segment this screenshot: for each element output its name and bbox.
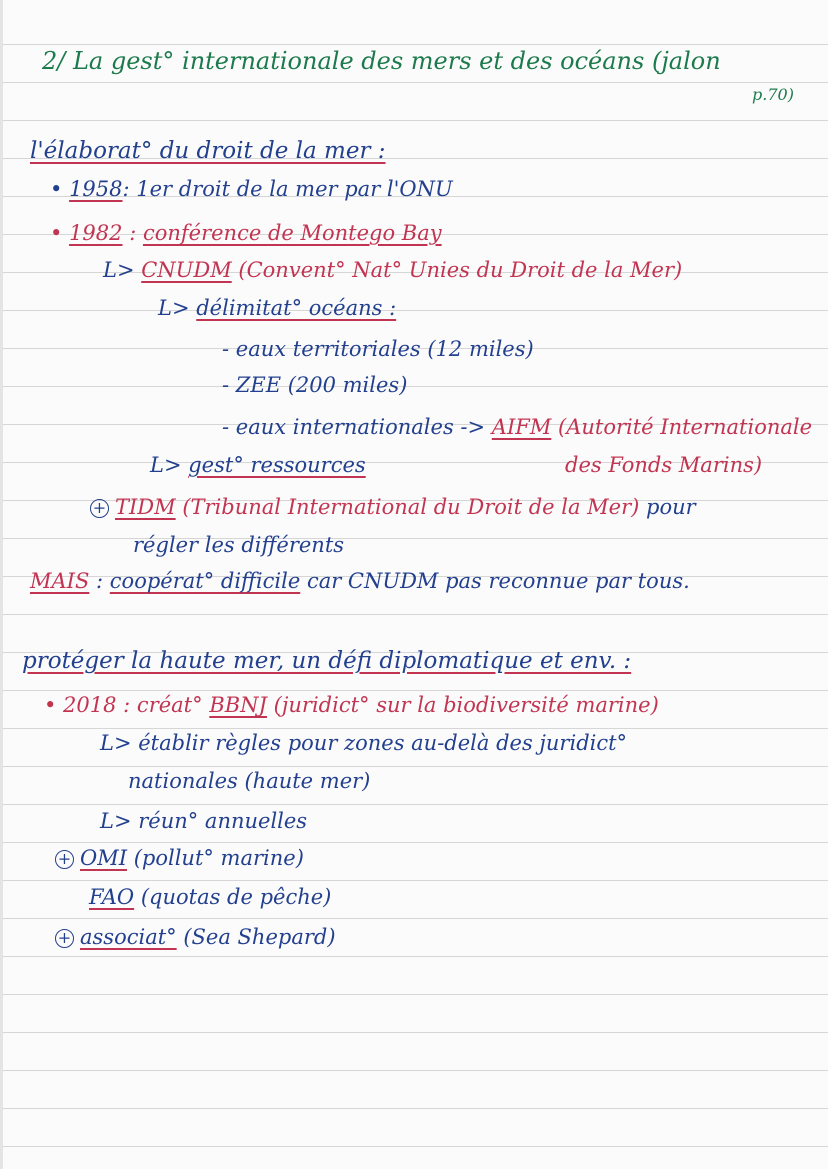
omi: OMI	[80, 846, 128, 870]
plus-circle-icon: +	[55, 929, 74, 948]
line-gest	[150, 452, 366, 478]
mais-label: MAIS	[30, 569, 90, 593]
cnudm-def: (Convent° Nat° Unies du Droit de la Mer)	[238, 258, 683, 282]
line-fao	[89, 884, 331, 910]
aifm: AIFM	[491, 415, 552, 439]
line-eaux-internationales	[222, 414, 812, 440]
eaux-int: - eaux internationales ->	[222, 415, 486, 439]
plus-circle-icon: +	[55, 850, 74, 869]
sep: :	[122, 221, 143, 245]
delimitation: délimitat° océans :	[196, 296, 397, 320]
tidm-def: (Tribunal International du Droit de la Mer)	[182, 495, 640, 519]
line-mais	[30, 568, 690, 594]
title-page-ref: p.70)	[752, 85, 794, 104]
bbnj-def: (juridict° sur la biodiversité marine)	[273, 693, 659, 717]
sea-shepard: (Sea Shepard)	[183, 925, 336, 949]
year-1958: 1958	[69, 177, 123, 201]
line-omi	[55, 845, 304, 871]
line-reunions	[100, 808, 307, 834]
fao: FAO	[89, 885, 135, 909]
line-2018	[44, 692, 659, 718]
line-eaux-territoriales: - eaux territoriales (12 miles)	[222, 337, 534, 361]
aifm-def1: (Autorité Internationale	[558, 415, 813, 439]
line-1982: • 1982 : conférence de Montego Bay	[50, 221, 442, 245]
line-1958-text: : 1er droit de la mer par l'ONU	[122, 177, 453, 201]
arrow-icon: L>	[158, 296, 190, 320]
line-associations	[55, 924, 336, 950]
line-cnudm	[103, 257, 682, 283]
line-tidm	[90, 494, 696, 520]
fao-def: (quotas de pêche)	[140, 885, 332, 909]
arrow-icon: L>	[100, 809, 132, 833]
plus-circle-icon: +	[90, 499, 109, 518]
line-etablir	[100, 730, 627, 756]
line-1958: • 1958: 1er droit de la mer par l'ONU	[50, 177, 453, 201]
section2-heading: protéger la haute mer, un défi diplomatique et env. :	[22, 648, 632, 674]
gest-ressources: gest° ressources	[188, 453, 366, 477]
bbnj: BBNJ	[209, 693, 267, 717]
arrow-icon: L>	[103, 258, 135, 282]
associations: associat°	[80, 925, 177, 949]
arrow-icon: L>	[150, 453, 182, 477]
reunions-text: réun° annuelles	[138, 809, 308, 833]
line-delimitation	[158, 295, 396, 321]
line-regler: régler les différents	[133, 533, 345, 557]
prefix-2018: • 2018 : créat°	[44, 693, 203, 717]
arrow-icon: L>	[100, 731, 132, 755]
cnudm: CNUDM	[141, 258, 232, 282]
etablir-text: établir règles pour zones au-delà des juridict°	[138, 731, 628, 755]
year-1982: 1982	[69, 221, 123, 245]
cooperation-difficile: coopérat° difficile	[109, 569, 301, 593]
montego-bay: conférence de Montego Bay	[142, 221, 442, 245]
sep: :	[89, 569, 110, 593]
page-edge	[0, 0, 3, 1169]
mais-text: car CNUDM pas reconnue par tous.	[300, 569, 690, 593]
aifm-def2: des Fonds Marins)	[565, 453, 763, 477]
line-nationales: nationales (haute mer)	[128, 769, 371, 793]
tidm-tail: pour	[646, 495, 696, 519]
line-zee: - ZEE (200 miles)	[222, 373, 408, 397]
section1-heading: l'élaborat° du droit de la mer :	[30, 138, 386, 164]
tidm: TIDM	[115, 495, 176, 519]
omi-def: (pollut° marine)	[133, 846, 304, 870]
title: 2/ La gest° internationale des mers et des océans (jalon	[42, 47, 721, 75]
